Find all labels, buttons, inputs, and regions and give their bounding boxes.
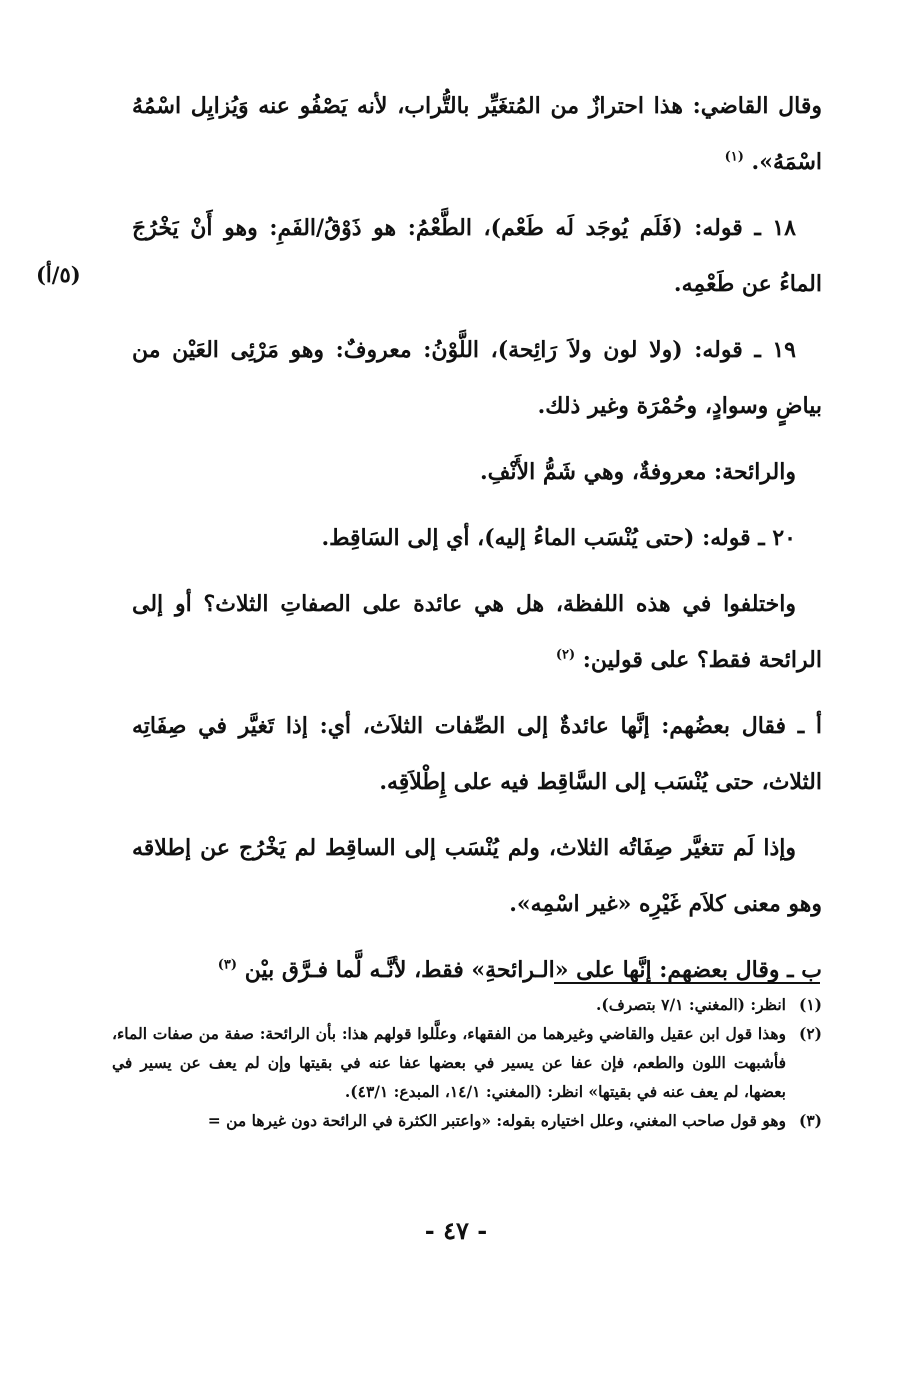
footnote-number: (٣) [798, 1111, 822, 1130]
paragraph: ١٩ ـ قوله: (ولا لون ولاَ رَائِحة)، اللَّوْنُ: معروفٌ: وهو مَرْئِى العَيْن من بياضٍ وسوادٍ، وحُمْرَة وغير ذلك. [132, 337, 822, 419]
footnote [112, 1019, 822, 1106]
paragraph-text: وقال القاضي: هذا احترازٌ من المُتغَيِّر بالتُّراب، لأنه يَصْفُو عنه وَيُزايِل اسْمُهُ اسْمَهُ». [132, 93, 822, 175]
paragraph-text: ب ـ وقال بعضهم: إنَّها على «الـرائحةِ» فقط، لأنَّـه لَّما فـرَّق بيْن [244, 957, 822, 983]
footnote-text: وهو قول صاحب المغني، وعلل اختياره بقوله: «واعتبر الكثرة في الرائحة دون غيرها من = [207, 1111, 786, 1130]
footnote-number: (٢) [798, 1024, 822, 1043]
main-text [132, 78, 822, 1008]
footnote [112, 990, 822, 1019]
paragraph [132, 78, 822, 190]
paragraph [132, 576, 822, 688]
page-number: - ٤٧ - [424, 1216, 488, 1245]
paragraph: ٢٠ ـ قوله: (حتى يُنْسَب الماءُ إليه)، أي إلى السَاقِط. [321, 525, 796, 551]
paragraph: ١٨ ـ قوله: (فَلَم يُوجَد لَه طَعْم)، الطَّعْمُ: هو ذَوْقُ/الفَمِ: وهو أَنْ يَخْرُجَ الماءُ عن طَعْمِه. [132, 215, 822, 297]
footnote-ref: (٢) [555, 647, 576, 663]
folio-margin-note: (٥/أ) [36, 262, 81, 287]
footnote-text: وهذا قول ابن عقيل والقاضي وغيرهما من الفقهاء، وعلَّلوا قولهم هذا: بأن الرائحة: صفة من صفات الماء، فأشبهت اللون والطعم، فإن عفا عن يسير في بعضها عفا عنه في بقيتها وإن لم يعف عن يسير في بعضها، لم يعف عنه في بقيتها» انظر: (المغني: ١٤/١، المبدع: ٤٣/١). [112, 1024, 786, 1101]
footnote-ref: (١) [724, 149, 744, 165]
footnote-separator [554, 982, 820, 984]
paragraph: وإذا لَم تتغيَّر صِفَاتُه الثلاث، ولم يُنْسَب إلى الساقِط لم يَخْرُج عن إطلاقه وهو معنى كلاَم غَيْرِه «غير اسْمِه». [132, 835, 822, 917]
paragraph: أ ـ فقال بعضُهم: إنَّها عائدةٌ إلى الصِّفات الثلاَث، أي: إذا تَغيَّر في صِفَاتِه الثلاث، حتى يُنْسَب إلى السَّاقِط فيه على إِطْلاَقِه. [132, 713, 822, 795]
footnote-ref: (٣) [217, 957, 238, 973]
paragraph-text: واختلفوا في هذه اللفظة، هل هي عائدة على الصفاتِ الثلاث؟ أو إلى الرائحة فقط؟ على قولين: [132, 591, 822, 673]
paragraph: والرائحة: معروفةٌ، وهي شَمُّ الأَنْفِ. [480, 459, 796, 485]
footnotes [112, 990, 822, 1135]
footnote-number: (١) [798, 995, 822, 1014]
footnote-text: انظر: (المغني: ٧/١ بتصرف). [595, 995, 786, 1014]
footnote [112, 1106, 822, 1135]
